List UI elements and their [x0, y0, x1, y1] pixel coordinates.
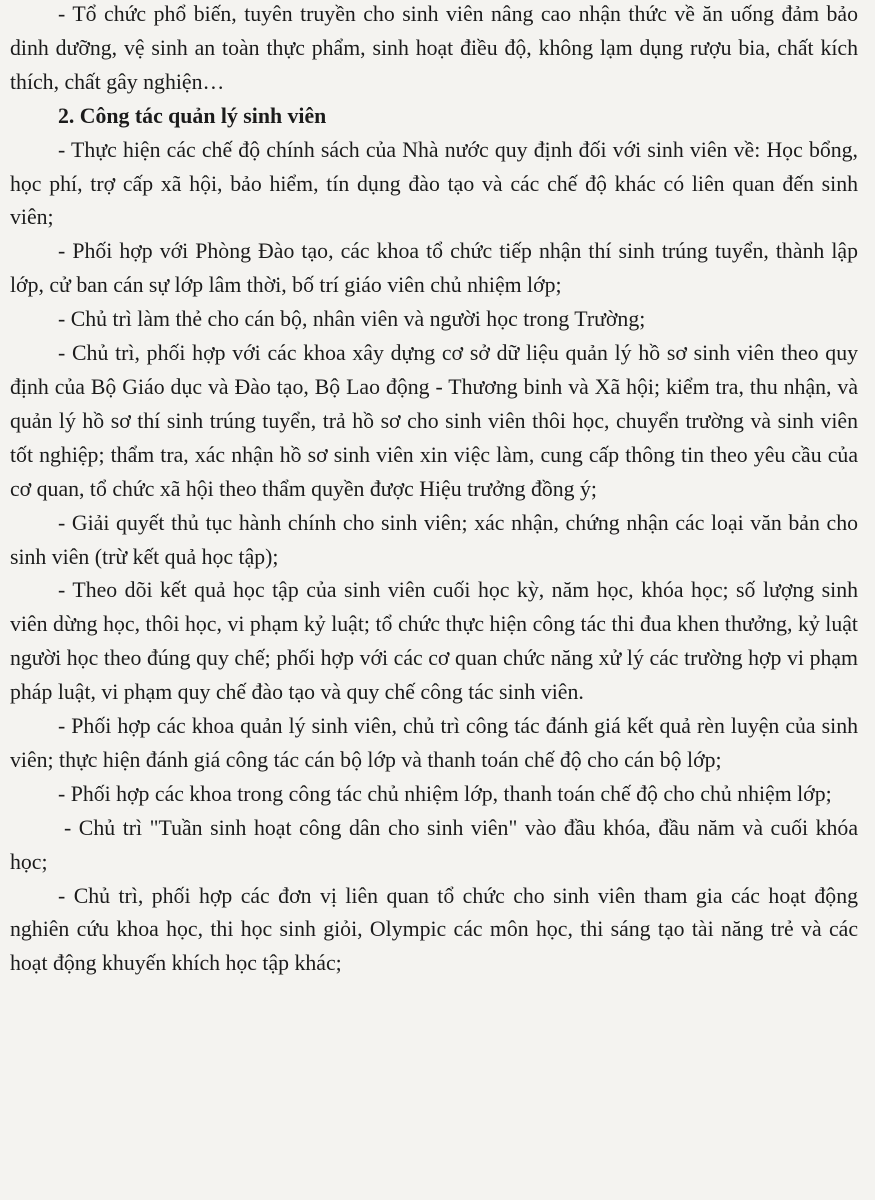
intro-paragraph: - Tổ chức phổ biến, tuyên truyền cho sinh viên nâng cao nhận thức về ăn uống đảm bảo dinh dưỡng, vệ sinh an toàn thực phẩm, sinh hoạt điều độ, không lạm dụng rượu bia, chất kích thích, chất gây nghiện…: [10, 2, 858, 94]
paragraph-civic-week: - Chủ trì "Tuần sinh hoạt công dân cho sinh viên" vào đầu khóa, đầu năm và cuối khóa học;: [10, 815, 858, 874]
paragraph-class-advisors: - Phối hợp các khoa trong công tác chủ nhiệm lớp, thanh toán chế độ cho chủ nhiệm lớp;: [58, 781, 832, 806]
paragraph-scholarship-policy: - Thực hiện các chế độ chính sách của Nhà nước quy định đối với sinh viên về: Học bổng, học phí, trợ cấp xã hội, bảo hiểm, tín dụng đào tạo và các chế độ khác có liên quan đến sinh viên;: [10, 137, 858, 230]
paragraph-academic-monitoring: - Theo dõi kết quả học tập của sinh viên cuối học kỳ, năm học, khóa học; số lượng sinh viên dừng học, thôi học, vi phạm kỷ luật; tổ chức thực hiện công tác thi đua khen thưởng, kỷ luật người học theo đúng quy chế; phối hợp với các cơ quan chức năng xử lý các trường hợp vi phạm pháp luật, vi phạm quy chế đào tạo và quy chế công tác sinh viên.: [10, 578, 858, 705]
section-heading: 2. Công tác quản lý sinh viên: [58, 103, 327, 128]
paragraph-conduct-evaluation: - Phối hợp các khoa quản lý sinh viên, chủ trì công tác đánh giá kết quả rèn luyện của sinh viên; thực hiện đánh giá công tác cán bộ lớp và thanh toán chế độ cho cán bộ lớp;: [10, 714, 858, 772]
paragraph-student-records: - Chủ trì, phối hợp với các khoa xây dựng cơ sở dữ liệu quản lý hồ sơ sinh viên theo quy định của Bộ Giáo dục và Đào tạo, Bộ Lao động - Thương binh và Xã hội; kiểm tra, thu nhận, và quản lý hồ sơ thí sinh trúng tuyển, trả hồ sơ cho sinh viên thôi học, chuyển trường và sinh viên tốt nghiệp; thẩm tra, xác nhận hồ sơ sinh viên xin việc làm, cung cấp thông tin theo yêu cầu của cơ quan, tổ chức xã hội theo thẩm quyền được Hiệu trưởng đồng ý;: [10, 341, 858, 501]
paragraph-id-cards: - Chủ trì làm thẻ cho cán bộ, nhân viên và người học trong Trường;: [58, 307, 646, 332]
paragraph-admission-coordination: - Phối hợp với Phòng Đào tạo, các khoa tổ chức tiếp nhận thí sinh trúng tuyển, thành lập lớp, cử ban cán sự lớp lâm thời, bố trí giáo viên chủ nhiệm lớp;: [10, 239, 858, 298]
paragraph-administrative-procedures: - Giải quyết thủ tục hành chính cho sinh viên; xác nhận, chứng nhận các loại văn bản cho sinh viên (trừ kết quả học tập);: [10, 510, 858, 569]
paragraph-research-activities: - Chủ trì, phối hợp các đơn vị liên quan tổ chức cho sinh viên tham gia các hoạt động nghiên cứu khoa học, thi học sinh giỏi, Olympic các môn học, thi sáng tạo tài năng trẻ và các hoạt động khuyến khích học tập khác;: [10, 883, 858, 976]
